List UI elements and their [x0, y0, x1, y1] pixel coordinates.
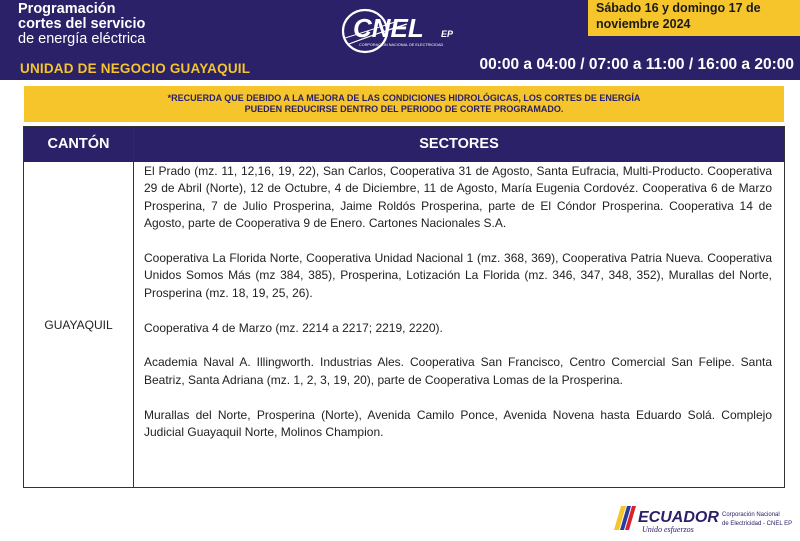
date-line-1: Sábado 16 y domingo 17 de: [596, 1, 761, 15]
title-line-1: Programación: [18, 1, 116, 17]
header-banner: [0, 0, 800, 80]
logo-wordmark: CNEL: [353, 13, 424, 43]
sector-group: Academia Naval A. Illingworth. Industrias Ales. Cooperativa San Francisco, Centro Comercial San Felipe. Santa Beatriz, Santa Adriana (mz. 1, 2, 3, 19, 20), parte de Cooperativa Lomas de la Prosperina.: [144, 355, 772, 387]
outage-hours: 00:00 a 04:00 / 07:00 a 11:00 / 16:00 a 20:00: [479, 56, 794, 73]
column-divider: [133, 127, 134, 487]
footer-tagline: Unido esfuerzos: [642, 525, 694, 534]
table-header: [24, 127, 784, 162]
column-header-canton: CANTÓN: [47, 136, 110, 152]
sectores-cell: [144, 163, 772, 459]
title-line-2: cortes del servicio: [18, 16, 146, 32]
logo-subtitle: CORPORACIÓN NACIONAL DE ELECTRICIDAD: [359, 43, 444, 47]
business-unit-label: UNIDAD DE NEGOCIO GUAYAQUIL: [20, 61, 251, 76]
title-line-3: de energía eléctrica: [18, 31, 146, 47]
date-badge: [588, 0, 800, 36]
footer-org-line-2: de Electricidad - CNEL EP: [722, 521, 793, 527]
cnel-logo: [335, 4, 485, 60]
notice-line-1: *RECUERDA QUE DEBIDO A LA MEJORA DE LAS CONDICIONES HIDROLÓGICAS, LOS CORTES DE ENERGÍA: [167, 93, 641, 103]
schedule-table: [23, 126, 785, 488]
sector-group: Murallas del Norte, Prosperina (Norte), Avenida Camilo Ponce, Avenida Novena hasta Eduardo Solá. Complejo Judicial Guayaquil Norte, Molinos Champion.: [144, 407, 772, 440]
notice-line-2: PUEDEN REDUCIRSE DENTRO DEL PERIODO DE CORTE PROGRAMADO.: [244, 104, 564, 114]
sector-group: Cooperativa La Florida Norte, Cooperativa Unidad Nacional 1 (mz. 368, 369), Cooperativa Patria Nueva. Cooperativa Unidos Somos Más (mz 384, 385), Prosperina, Lotización La Florida (mz. 346, 347, 348, 352), Murallas del Norte, Prosperina (mz. 18, 19, 25, 26).: [144, 251, 772, 300]
date-line-2: noviembre 2024: [596, 17, 691, 31]
notice-banner: [24, 86, 784, 122]
flag-stripes-icon: [614, 506, 636, 530]
sector-group: El Prado (mz. 11, 12,16, 19, 22), San Carlos, Cooperativa 31 de Agosto, Santa Eufracia, Multi-Producto. Cooperativa 29 de Abril (Norte), 12 de Octubre, 4 de Diciembre, 11 de Agosto, María Eugenia Cordovéz. Cooperativa 6 de Marzo Prosperina, 7 de Julio Prosperina, Jaime Roldós Prosperina, parte de El Cóndor Prosperina. Cooperativa 14 de Agosto, parte de Cooperativa 9 de Enero. Cartones Nacionales S.A.: [144, 164, 772, 231]
logo-suffix: EP: [441, 29, 454, 39]
page-title: [18, 2, 145, 47]
sector-group: Cooperativa 4 de Marzo (mz. 2214 a 2217; 2219, 2220).: [144, 320, 443, 335]
ecuador-government-logo: [612, 502, 797, 538]
footer-org-line-1: Corporación Nacional: [722, 512, 780, 518]
footer-brand: ECUADOR: [638, 509, 719, 526]
column-header-sectores: SECTORES: [419, 136, 499, 152]
canton-name: GUAYAQUIL: [44, 317, 113, 332]
canton-cell: [24, 162, 133, 487]
